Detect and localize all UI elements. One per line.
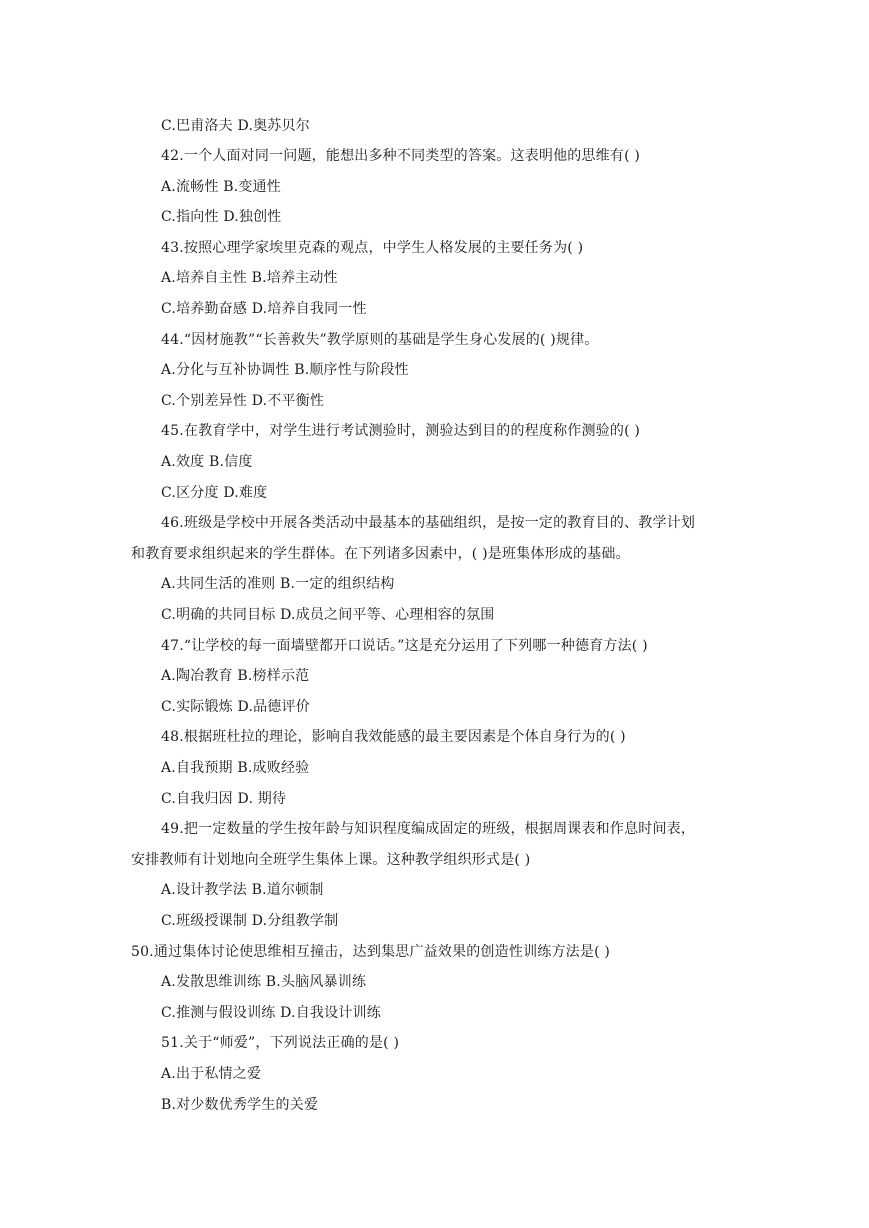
option-line: C.个别差异性 D.不平衡性	[161, 393, 325, 409]
question-42: 42.一个人面对同一问题，能想出多种不同类型的答案。这表明他的思维有( )	[161, 148, 641, 164]
option-line: A.自我预期 B.成败经验	[161, 760, 310, 776]
question-46-continued: 和教育要求组织起来的学生群体。在下列诸多因素中，( )是班集体形成的基础。	[131, 546, 630, 562]
option-line: A.出于私情之爱	[161, 1066, 262, 1082]
option-line: C.指向性 D.独创性	[161, 209, 282, 225]
option-line: B.对少数优秀学生的关爱	[161, 1097, 319, 1113]
option-line: A.培养自主性 B.培养主动性	[161, 270, 338, 286]
question-50: 50.通过集体讨论使思维相互撞击，达到集思广益效果的创造性训练方法是( )	[131, 944, 611, 960]
question-44: 44.“因材施教”“长善救失”教学原则的基础是学生身心发展的( )规律。	[161, 332, 599, 348]
option-line: C.实际锻炼 D.品德评价	[161, 699, 310, 715]
option-line: C.班级授课制 D.分组教学制	[161, 913, 339, 929]
option-line: C.推测与假设训练 D.自我设计训练	[161, 1005, 381, 1021]
option-line: C.巴甫洛夫 D.奥苏贝尔	[161, 118, 310, 134]
option-line: C.培养勤奋感 D.培养自我同一性	[161, 301, 367, 317]
option-line: A.设计教学法 B.道尔顿制	[161, 882, 324, 898]
option-line: C.区分度 D.难度	[161, 485, 268, 501]
option-line: A.分化与互补协调性 B.顺序性与阶段性	[161, 362, 409, 378]
question-49: 49.把一定数量的学生按年龄与知识程度编成固定的班级，根据周课表和作息时间表，	[161, 821, 696, 837]
question-43: 43.按照心理学家埃里克森的观点，中学生人格发展的主要任务为( )	[161, 240, 584, 256]
question-48: 48.根据班杜拉的理论，影响自我效能感的最主要因素是个体自身行为的( )	[161, 729, 626, 745]
option-line: C.明确的共同目标 D.成员之间平等、心理相容的氛围	[161, 607, 495, 623]
question-49-continued: 安排教师有计划地向全班学生集体上课。这种教学组织形式是( )	[131, 852, 531, 868]
option-line: A.流畅性 B.变通性	[161, 179, 281, 195]
option-line: A.陶冶教育 B.榜样示范	[161, 668, 310, 684]
option-line: A.共同生活的准则 B.一定的组织结构	[161, 576, 395, 592]
question-51: 51.关于“师爱”，下列说法正确的是( )	[161, 1035, 400, 1051]
option-line: A.发散思维训练 B.头脑风暴训练	[161, 974, 367, 990]
question-47: 47.“让学校的每一面墙壁都开口说话。”这是充分运用了下列哪一种德育方法( )	[161, 638, 648, 654]
option-line: C.自我归因 D. 期待	[161, 791, 287, 807]
option-line: A.效度 B.信度	[161, 454, 253, 470]
question-45: 45.在教育学中，对学生进行考试测验时，测验达到目的的程度称作测验的( )	[161, 423, 641, 439]
question-46: 46.班级是学校中开展各类活动中最基本的基础组织，是按一定的教育目的、教学计划	[161, 515, 696, 531]
